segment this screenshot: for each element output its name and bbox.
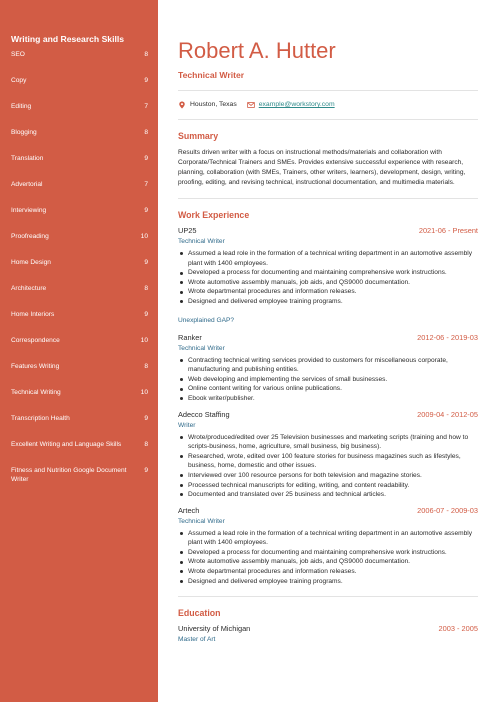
job-entry — [178, 410, 478, 500]
skill-row — [11, 77, 148, 103]
job-bullet: Designed and delivered employee training programs. — [178, 297, 478, 307]
job-dates: 2012-06 - 2019-03 — [417, 332, 478, 342]
skill-row — [11, 51, 148, 77]
skill-name: Proofreading — [11, 233, 49, 240]
job-role: Technical Writer — [178, 344, 225, 352]
job-bullet: Wrote/produced/edited over 25 Television businesses and marketing scripts (training and how to scripts-business, home, agriculture, small business, big business). — [178, 433, 478, 452]
job-company: UP25 — [178, 226, 197, 235]
job-bullet: Web developing and implementing the services of small businesses. — [178, 375, 478, 385]
education-dates: 2003 - 2005 — [438, 624, 478, 634]
candidate-title: Technical Writer — [178, 70, 245, 80]
job-bullet: Ebook writer/publisher. — [178, 394, 478, 404]
job-bullet: Researched, wrote, edited over 100 feature stories for business magazines such as lifestyles, business, home, domestic and other issues. — [178, 452, 478, 471]
skill-row — [11, 415, 148, 441]
job-company: Ranker — [178, 332, 202, 342]
job-bullets — [178, 356, 478, 404]
job-company: Adecco Staffing — [178, 409, 230, 419]
skill-score: 8 — [144, 363, 148, 370]
job-bullet: Wrote automotive assembly manuals, job aids, and QS9000 documentation. — [178, 278, 478, 288]
skill-row — [11, 467, 148, 493]
job-entry — [178, 226, 478, 307]
skill-score: 7 — [144, 103, 148, 110]
skill-name: Correspondence — [11, 337, 60, 344]
divider — [178, 119, 478, 120]
skill-row — [11, 181, 148, 207]
skill-score: 9 — [144, 467, 148, 474]
skill-score: 8 — [144, 285, 148, 292]
skill-name: Home Design — [11, 259, 51, 266]
skill-row — [11, 129, 148, 155]
skill-row — [11, 233, 148, 259]
job-role: Technical Writer — [178, 238, 225, 245]
skill-score: 7 — [144, 181, 148, 188]
job-bullets — [178, 249, 478, 307]
skill-name: Excellent Writing and Language Skills — [11, 441, 122, 448]
job-dates: 2021-06 - Present — [418, 226, 478, 235]
map-pin-icon — [178, 101, 186, 109]
skill-name: Transcription Health — [11, 415, 70, 422]
job-bullet: Developed a process for documenting and maintaining comprehensive work instructions. — [178, 548, 478, 558]
education-heading: Education — [178, 608, 221, 619]
skill-name: Copy — [11, 77, 27, 84]
job-bullet: Contracting technical writing services provided to customers for miscellaneous corporate, manufacturing and publishing entities. — [178, 356, 478, 375]
job-bullet: Designed and delivered employee training programs. — [178, 577, 478, 587]
skills-sidebar — [0, 0, 158, 702]
skill-name: Home Interiors — [11, 311, 55, 318]
job-bullets — [178, 529, 478, 587]
skill-name: Editing — [11, 103, 32, 110]
skill-score: 10 — [140, 389, 148, 396]
skill-name: Advertorial — [11, 181, 43, 188]
job-entry — [178, 506, 478, 587]
skill-row — [11, 207, 148, 233]
job-dates: 2009-04 - 2012-05 — [417, 409, 478, 419]
job-entry — [178, 333, 478, 404]
experience-heading: Work Experience — [178, 210, 250, 220]
job-dates: 2006-07 - 2009-03 — [417, 505, 478, 515]
skill-name: Fitness and Nutrition Google Document Writer — [11, 467, 127, 483]
summary-heading: Summary — [178, 131, 219, 141]
skill-row — [11, 311, 148, 337]
skill-row — [11, 259, 148, 285]
job-bullet: Wrote automotive assembly manuals, job aids, and QS9000 documentation. — [178, 557, 478, 567]
contact-line — [178, 100, 478, 109]
skill-score: 10 — [140, 233, 148, 240]
education-school: University of Michigan — [178, 624, 251, 634]
skill-name: Features Writing — [11, 363, 60, 370]
job-role: Technical Writer — [178, 517, 225, 525]
summary-text: Results driven writer with a focus on instructional methods/materials and collaboration with Corporate/Technical Trainers and SMEs. Provides extensive successful experience with research, planning, collaboration (with SMEs, Trainers, other writers, learners), development, design, writing, proofing, editing, and revising technical, instructional documentation, and multimedia materials. — [178, 149, 466, 186]
skill-name: Blogging — [11, 129, 37, 136]
divider — [178, 596, 478, 597]
skill-name: Interviewing — [11, 207, 47, 214]
job-bullet: Documented and translated over 25 business and technical articles. — [178, 490, 478, 500]
job-bullet: Assumed a lead role in the formation of a technical writing department in an automotive assembly plant with 1400 employees. — [178, 249, 478, 268]
divider — [178, 198, 478, 199]
skill-row — [11, 337, 148, 363]
skill-row — [11, 103, 148, 129]
skill-name: SEO — [11, 51, 25, 58]
location-text: Houston, Texas — [190, 101, 237, 108]
skill-row — [11, 363, 148, 389]
skill-score: 9 — [144, 259, 148, 266]
resume-main — [178, 36, 478, 644]
skill-score: 8 — [144, 129, 148, 136]
job-role: Writer — [178, 421, 196, 429]
skill-name: Architecture — [11, 285, 47, 292]
skill-score: 9 — [144, 155, 148, 162]
skill-score: 8 — [144, 51, 148, 58]
skill-row — [11, 285, 148, 311]
job-bullet: Wrote departmental procedures and information releases. — [178, 287, 478, 297]
education-degree: Master of Art — [178, 636, 216, 644]
skill-row — [11, 389, 148, 415]
job-bullet: Developed a process for documenting and maintaining comprehensive work instructions. — [178, 268, 478, 278]
skill-score: 9 — [144, 415, 148, 422]
skill-name: Translation — [11, 155, 44, 162]
skill-row — [11, 441, 148, 467]
job-bullet: Online content writing for various online publications. — [178, 384, 478, 394]
job-bullet: Interviewed over 100 resource persons for both television and magazine stories. — [178, 471, 478, 481]
job-bullets — [178, 433, 478, 500]
job-bullet: Wrote departmental procedures and information releases. — [178, 567, 478, 577]
divider — [178, 90, 478, 91]
envelope-icon — [247, 101, 255, 109]
email-link[interactable]: example@workstory.com — [258, 101, 335, 108]
skill-row — [11, 155, 148, 181]
skill-score: 9 — [144, 311, 148, 318]
skill-score: 9 — [144, 77, 148, 84]
candidate-name: Robert A. Hutter — [178, 38, 336, 63]
skill-score: 8 — [144, 441, 148, 448]
job-bullet: Processed technical manuscripts for editing, writing, and content readability. — [178, 481, 478, 491]
skills-heading: Writing and Research Skills — [11, 34, 125, 44]
job-company: Artech — [178, 505, 200, 515]
job-bullet: Assumed a lead role in the formation of a technical writing department in an automotive assembly plant with 1400 employees. — [178, 529, 478, 548]
skill-score: 9 — [144, 207, 148, 214]
gap-note: Unexplained GAP? — [178, 316, 235, 324]
skill-name: Technical Writing — [11, 389, 61, 396]
education-entry — [178, 624, 478, 644]
skill-score: 10 — [140, 337, 148, 344]
skills-list — [11, 51, 148, 493]
